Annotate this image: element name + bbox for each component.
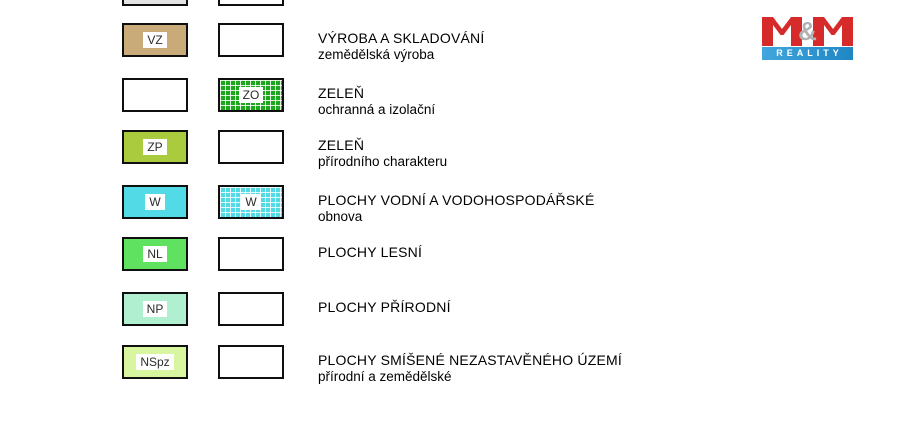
legend-row-text <box>318 300 451 315</box>
legend-swatch-secondary <box>218 292 284 326</box>
legend-row-subtitle: ochranná a izolační <box>318 102 436 117</box>
zone-code-label: ZP <box>143 139 166 155</box>
legend-row <box>0 0 905 6</box>
legend-row <box>0 237 905 271</box>
legend-row-subtitle: obnova <box>318 209 363 224</box>
legend-swatch-secondary <box>218 185 284 219</box>
legend-swatch-secondary <box>218 345 284 379</box>
legend-swatch-primary <box>122 0 188 6</box>
legend-row <box>0 130 905 169</box>
zone-code-label: VZ <box>143 32 166 48</box>
mm-logo-mark <box>762 17 853 46</box>
legend-swatch-primary <box>122 23 188 57</box>
reality-label-text: REALITY <box>776 48 843 58</box>
legend-swatch-secondary <box>218 0 284 6</box>
legend-row-text <box>318 353 622 384</box>
legend-swatch-primary <box>122 237 188 271</box>
reality-label <box>762 47 853 60</box>
legend-row-title: ZELEŇ <box>318 85 365 101</box>
legend-row-subtitle: přírodní a zemědělské <box>318 369 452 384</box>
legend-row <box>0 78 905 117</box>
ampersand-glyph: & <box>798 17 817 46</box>
legend-swatch-secondary <box>218 78 284 112</box>
m-letter-right <box>813 17 853 46</box>
legend-swatch-secondary <box>218 23 284 57</box>
legend-row-title: PLOCHY VODNÍ A VODOHOSPODÁŘSKÉ <box>318 192 595 208</box>
legend-swatch-primary <box>122 185 188 219</box>
zone-code-label: W <box>241 194 260 210</box>
legend-row-title: ZELEŇ <box>318 137 365 153</box>
zone-code-label: ZO <box>239 87 264 103</box>
legend-row-title: VÝROBA A SKLADOVÁNÍ <box>318 30 485 46</box>
mm-reality-logo <box>762 17 853 60</box>
legend-row <box>0 185 905 224</box>
legend-row-title: PLOCHY SMÍŠENÉ NEZASTAVĚNÉHO ÚZEMÍ <box>318 352 622 368</box>
legend-row-text <box>318 138 447 169</box>
m-letter-left <box>762 17 802 46</box>
legend-row-text <box>318 193 594 224</box>
legend-row-text <box>318 86 435 117</box>
zone-code-label: W <box>145 194 164 210</box>
zone-code-label: NP <box>143 301 168 317</box>
legend-swatch-primary <box>122 292 188 326</box>
legend-swatch-primary <box>122 78 188 112</box>
legend-row-title: PLOCHY LESNÍ <box>318 244 423 260</box>
legend-swatch-secondary <box>218 130 284 164</box>
legend-swatch-primary <box>122 345 188 379</box>
legend-row-subtitle: zemědělská výroba <box>318 47 435 62</box>
legend-swatch-primary <box>122 130 188 164</box>
zone-code-label: NL <box>143 246 166 262</box>
legend-row-subtitle: přírodního charakteru <box>318 154 448 169</box>
legend-row-text <box>318 245 422 260</box>
legend-swatch-secondary <box>218 237 284 271</box>
legend-row-text <box>318 31 484 62</box>
legend-row <box>0 345 905 384</box>
zone-code-label: NSpz <box>136 354 173 370</box>
legend-row <box>0 292 905 326</box>
legend-row-title: PLOCHY PŘÍRODNÍ <box>318 299 451 315</box>
